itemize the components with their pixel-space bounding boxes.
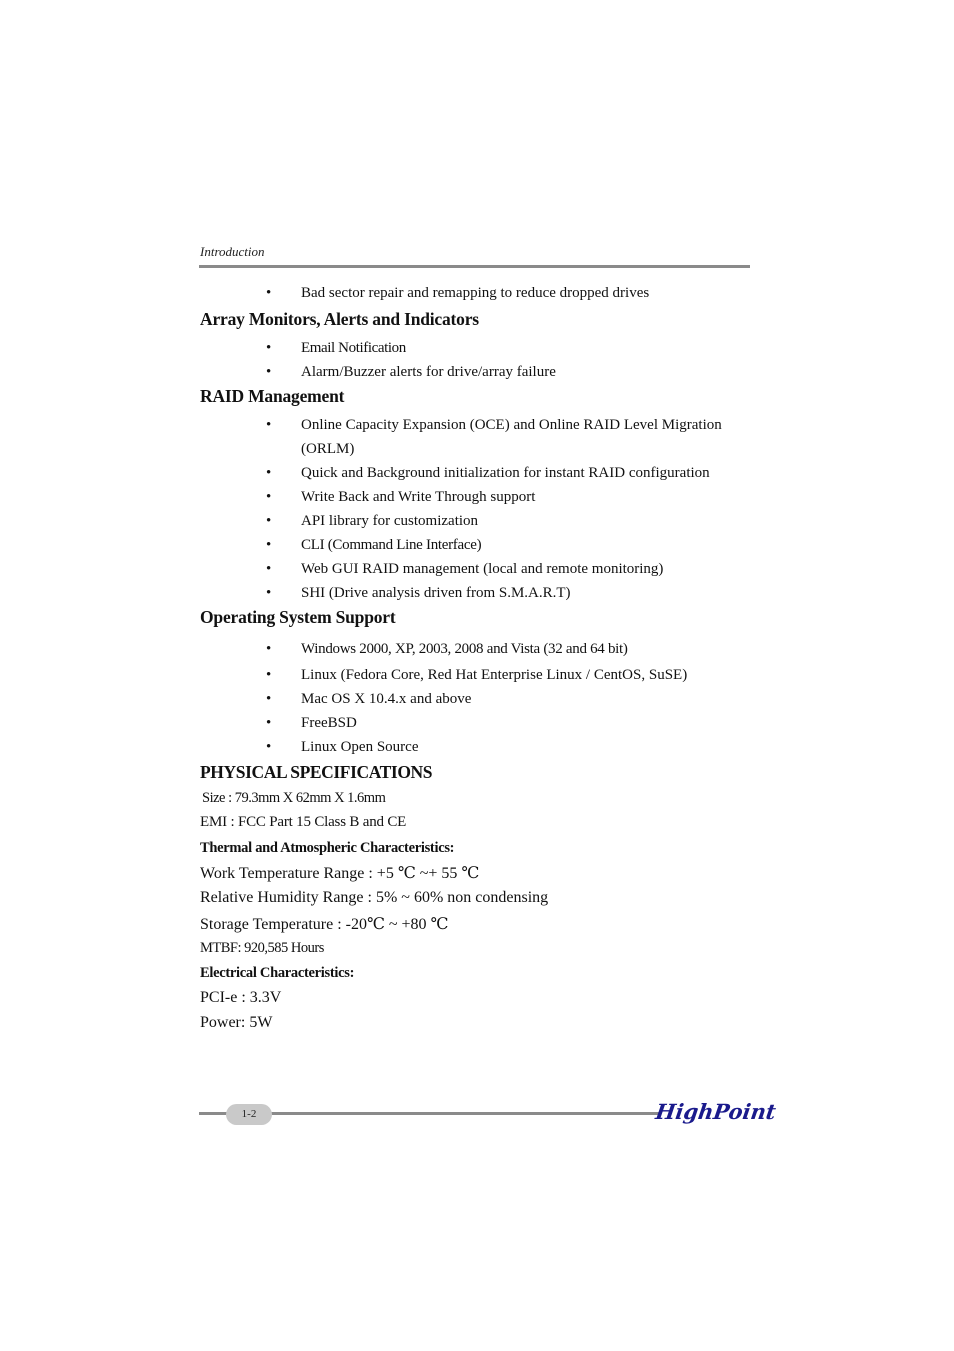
- spec-pci: PCI-e : 3.3V: [200, 989, 282, 1006]
- section-heading-raid-management: RAID Management: [200, 386, 345, 406]
- bullet-icon: •: [266, 465, 272, 481]
- bullet-icon: •: [266, 513, 272, 529]
- spec-electrical-heading: Electrical Characteristics:: [200, 965, 355, 981]
- spec-emi: EMI : FCC Part 15 Class B and CE: [200, 814, 407, 830]
- page-number: 1-2: [226, 1104, 272, 1125]
- spec-storage-temperature: Storage Temperature : -20℃ ~ +80 ℃: [200, 916, 449, 933]
- bullet-icon: •: [266, 417, 272, 433]
- bullet-icon: •: [266, 691, 272, 707]
- highpoint-logo-text: HighPoint: [654, 1099, 778, 1124]
- spec-mtbf: MTBF: 920,585 Hours: [200, 940, 324, 956]
- running-header: Introduction: [200, 244, 265, 259]
- bullet-icon: •: [266, 489, 272, 505]
- bullet-icon: •: [266, 667, 272, 683]
- bullet-icon: •: [266, 739, 272, 755]
- bullet-icon: •: [266, 585, 272, 601]
- bullet-icon: •: [266, 285, 272, 301]
- section-heading-physical-specifications: PHYSICAL SPECIFICATIONS: [200, 762, 433, 782]
- bullet-icon: •: [266, 641, 272, 657]
- bullet-icon: •: [266, 537, 272, 553]
- spec-size: Size : 79.3mm X 62mm X 1.6mm: [202, 790, 386, 806]
- bullet-icon: •: [266, 364, 272, 380]
- bullet-icon: •: [266, 561, 272, 577]
- spec-thermal-heading: Thermal and Atmospheric Characteristics:: [200, 840, 455, 856]
- header-rule: [199, 265, 750, 268]
- section-heading-array-monitors: Array Monitors, Alerts and Indicators: [200, 309, 479, 329]
- highpoint-logo: [654, 1096, 778, 1126]
- bullet-icon: •: [266, 715, 272, 731]
- spec-power: Power: 5W: [200, 1014, 273, 1031]
- bullet-icon: •: [266, 340, 272, 356]
- section-heading-os-support: Operating System Support: [200, 607, 396, 627]
- spec-humidity: Relative Humidity Range : 5% ~ 60% non condensing: [200, 889, 549, 906]
- spec-work-temperature: Work Temperature Range : +5 ℃ ~+ 55 ℃: [200, 865, 480, 882]
